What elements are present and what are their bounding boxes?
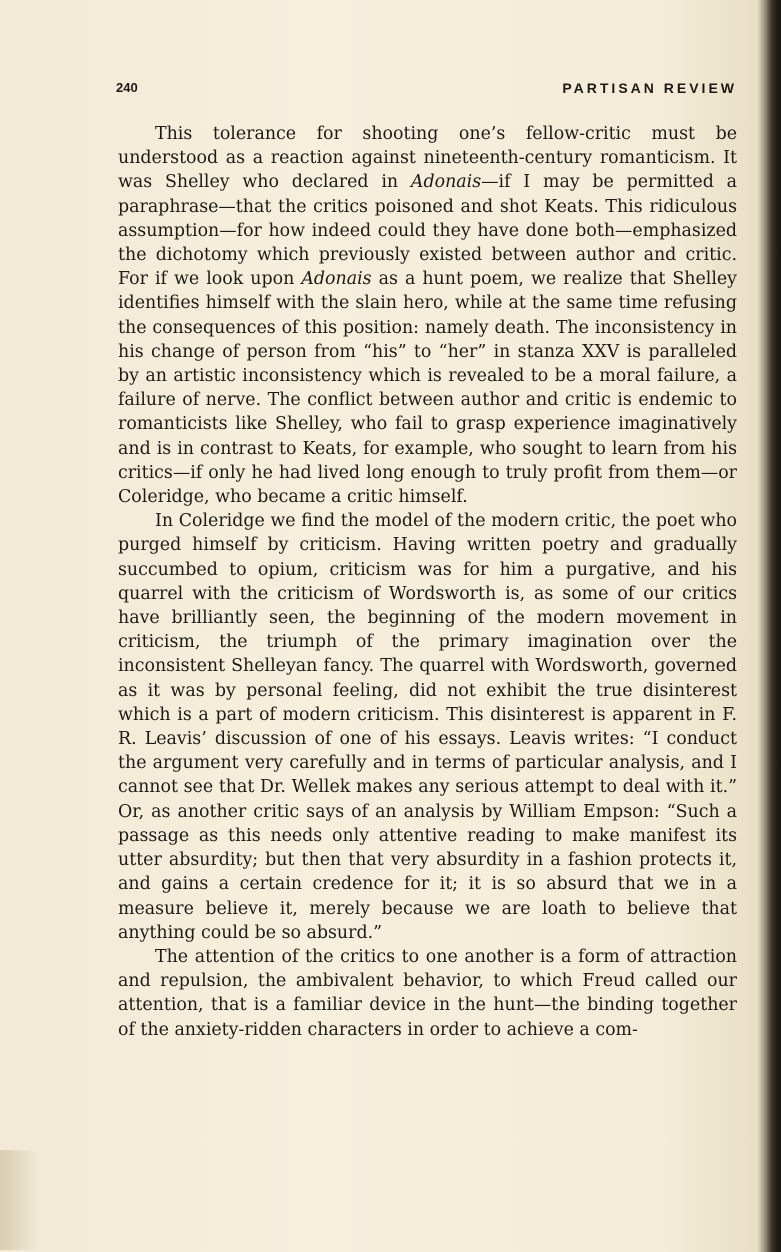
text-segment: —if I may be permitted a paraphrase—that the critics poisoned and shot Keats. This ridiculous assumption—for how indeed could they have done both—emphasized the dichotomy which previously existed between author and critic. For if we look upon	[118, 172, 737, 290]
page-edge-shadow	[767, 0, 781, 1252]
poem-title: Adonais	[301, 269, 372, 290]
journal-title: PARTISAN REVIEW	[562, 80, 737, 96]
running-head	[116, 80, 737, 100]
text-segment: This tolerance for shooting one’s fellow-critic must be understood as a reaction against nineteenth-century romanticism. It was Shelley who declared in	[118, 124, 737, 193]
poem-title: Adonais	[410, 172, 482, 193]
body-text	[118, 122, 737, 1042]
paragraph: The attention of the critics to one another is a form of attraction and repulsion, the ambivalent behavior, to which Freud called our attention, that is a familiar device in the hunt—the binding together of the anxiety-ridden characters in order to achieve a com-	[118, 946, 737, 1040]
page-number: 240	[116, 80, 138, 95]
page-stain	[0, 1150, 40, 1250]
paragraph	[118, 122, 737, 509]
text-segment: as a hunt poem, we realize that Shelley identifies himself with the slain hero, while at the same time refusing the consequences of this position: namely death. The inconsistency in his change of person from “his” to “her” in stanza XXV is paralleled by an artistic inconsistency which is revealed to be a moral failure, a failure of nerve. The conflict between author and critic is endemic to romanticists like Shelley, who fail to grasp experience imaginatively and is in contrast to Keats, for example, who sought to learn from his critics—if only he had lived long enough to truly profit from them—or Coleridge, who became a critic himself.	[118, 269, 737, 508]
paragraph: In Coleridge we find the model of the modern critic, the poet who purged himself by criticism. Having written poetry and gradually succumbed to opium, criticism was for him a purgative, and his quarrel with the criticism of Wordsworth is, as some of our critics have brilliantly seen, the beginning of the modern movement in criticism, the triumph of the primary imagination over the inconsistent Shelleyan fancy. The quarrel with Wordsworth, governed as it was by personal feeling, did not exhibit the true disinterest which is a part of modern criticism. This disinterest is apparent in F. R. Leavis’ discussion of one of his essays. Leavis writes: “I conduct the argument very carefully and in terms of particular analysis, and I cannot see that Dr. Wellek makes any serious attempt to deal with it.” Or, as another critic says of an analysis by William Empson: “Such a passage as this needs only attentive reading to make manifest its utter absurdity; but then that very absurdity in a fashion protects it, and gains a certain credence for it; it is so absurd that we in a measure believe it, merely because we are loath to believe that anything could be so absurd.”	[118, 511, 737, 943]
